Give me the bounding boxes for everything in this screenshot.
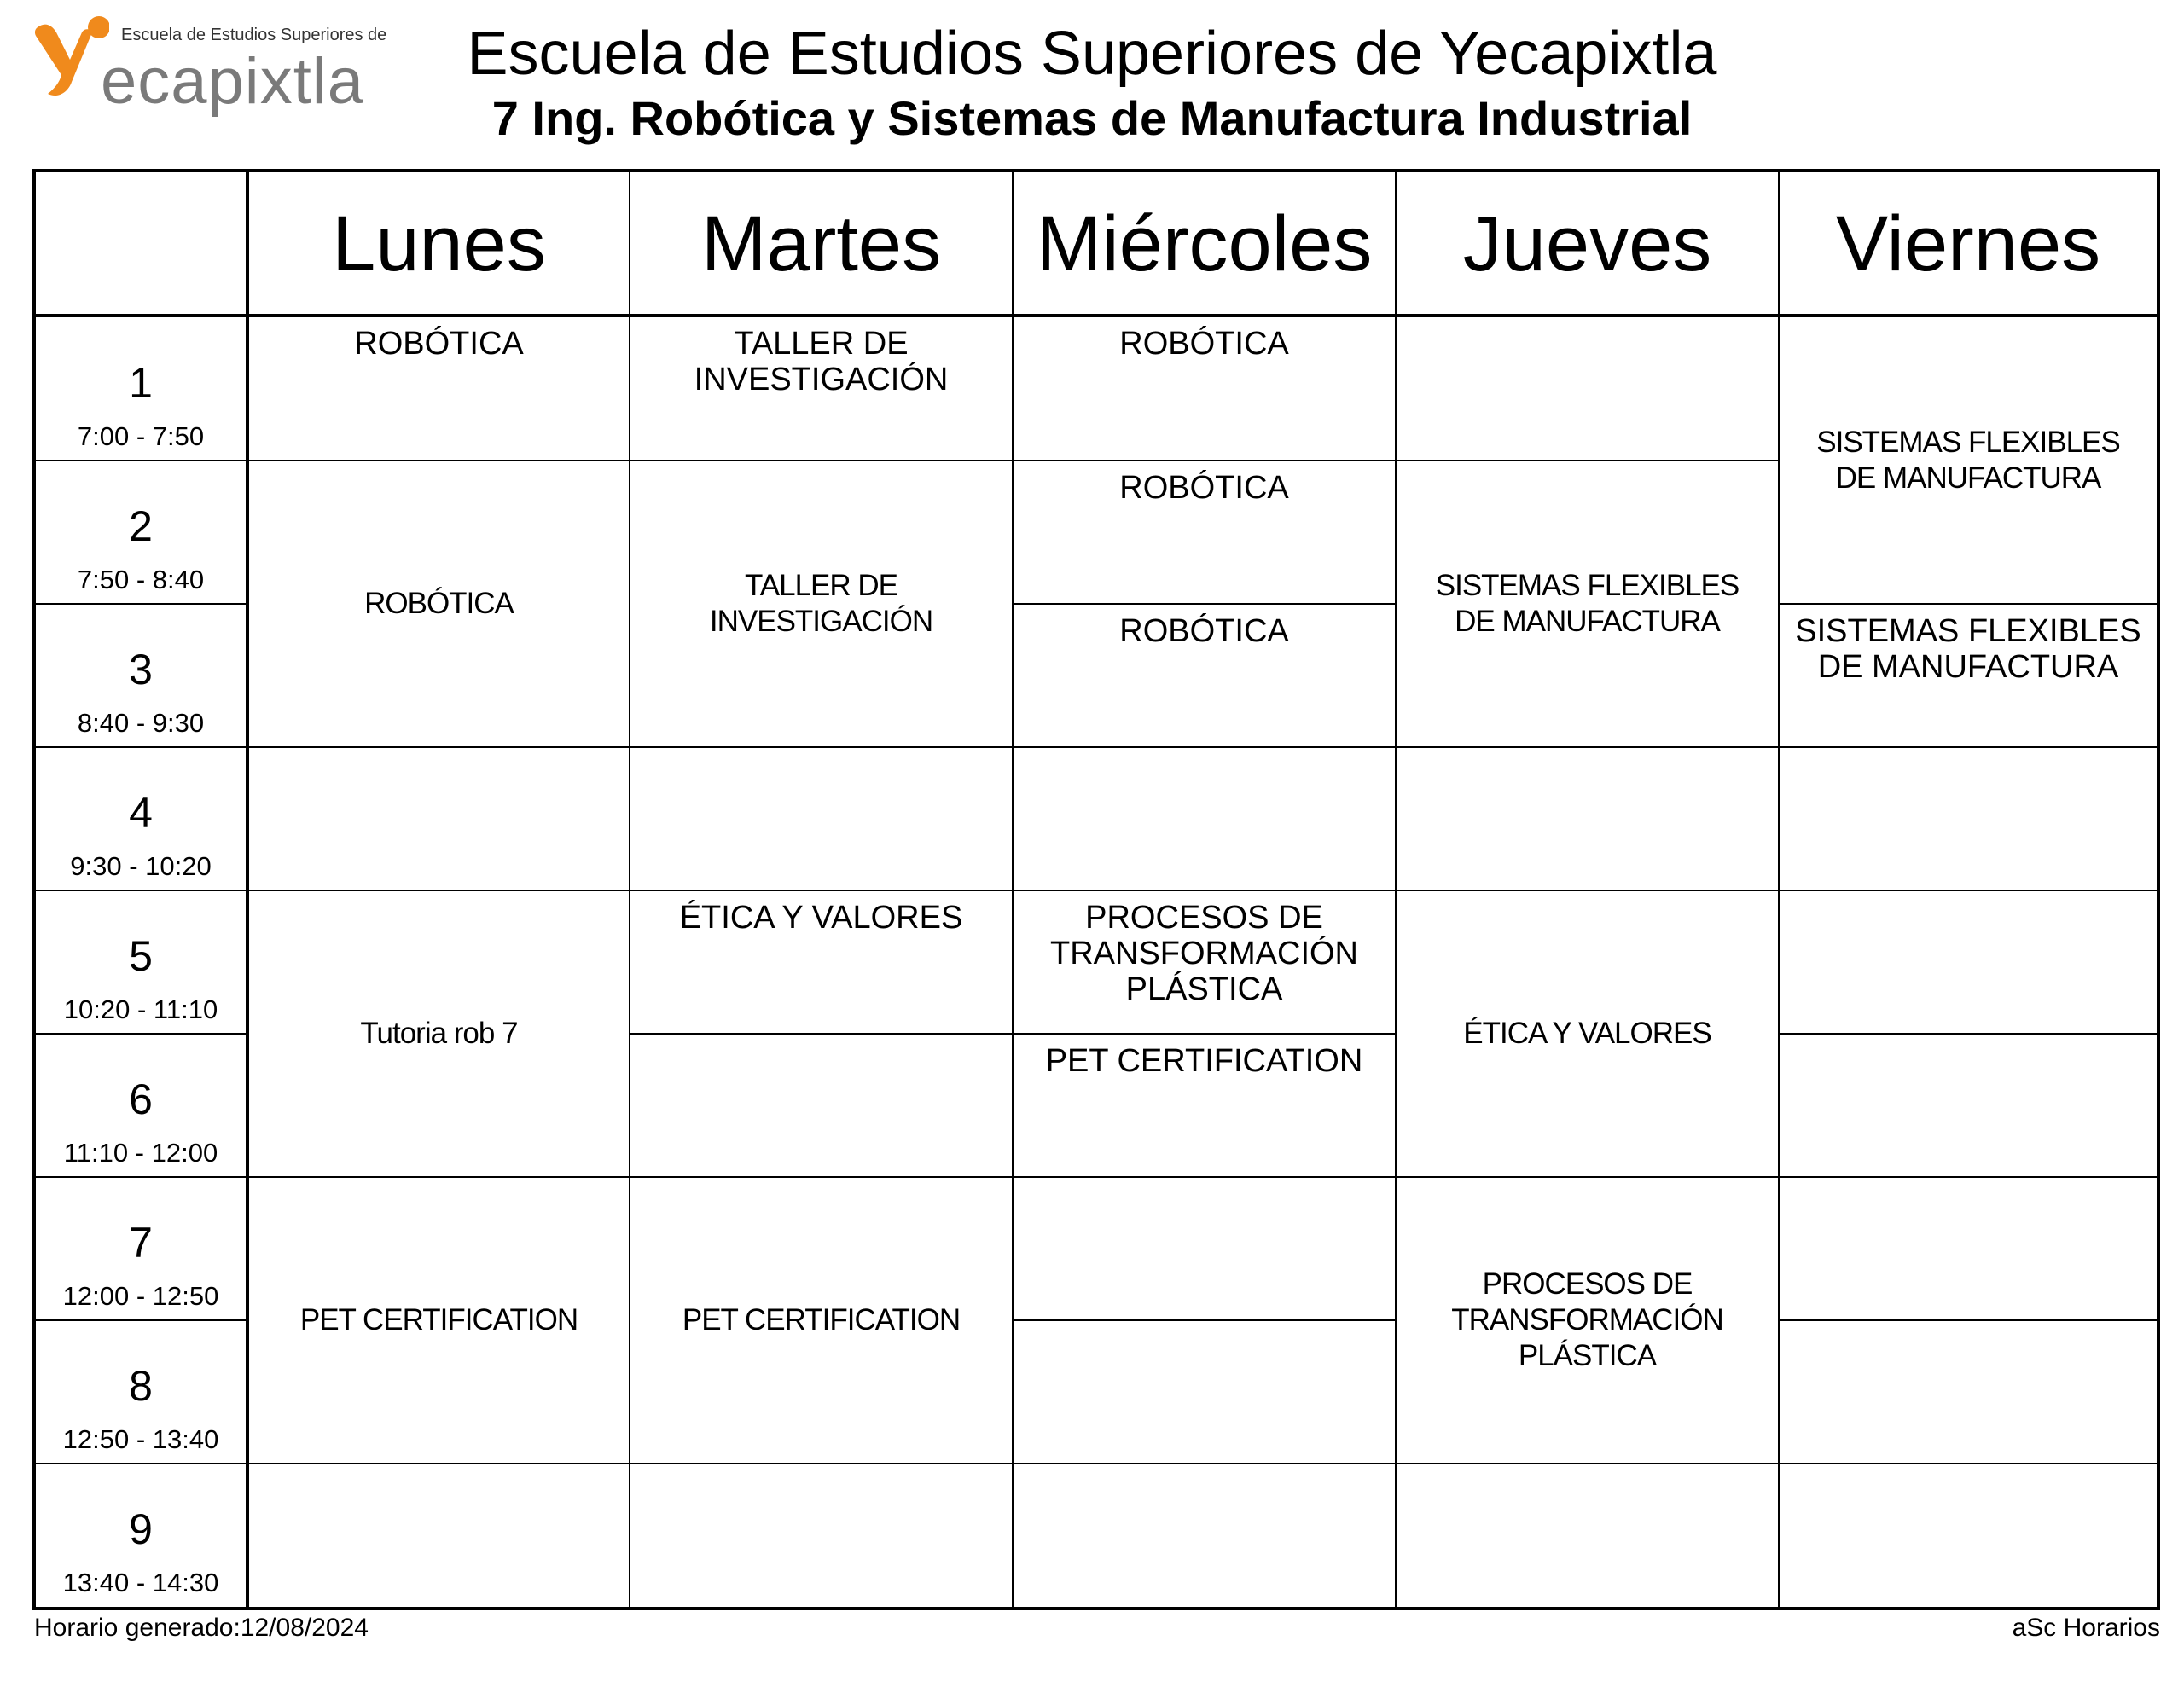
class-miercoles-2: ROBÓTICA — [1119, 470, 1289, 506]
period-8 — [36, 1320, 246, 1464]
period-time: 11:10 - 12:00 — [63, 1138, 218, 1168]
logo-y-mark-icon — [32, 15, 109, 101]
school-logo — [32, 15, 391, 118]
class-martes-1: TALLER DE INVESTIGACIÓN — [694, 326, 949, 397]
class-martes-7-8: PET CERTIFICATION — [682, 1303, 961, 1336]
period-number: 8 — [129, 1362, 153, 1410]
period-time: 7:00 - 7:50 — [77, 421, 205, 451]
period-number: 5 — [129, 932, 153, 980]
period-time: 9:30 - 10:20 — [70, 851, 212, 881]
generated-date: Horario generado:12/08/2024 — [34, 1614, 369, 1642]
period-9 — [36, 1464, 246, 1607]
class-martes-5: ÉTICA Y VALORES — [679, 900, 963, 936]
page-title: Escuela de Estudios Superiores de Yecapixtla — [467, 20, 1717, 88]
period-time: 13:40 - 14:30 — [62, 1568, 219, 1597]
period-7 — [36, 1177, 246, 1320]
class-miercoles-1: ROBÓTICA — [1119, 326, 1289, 362]
class-lunes-1: ROBÓTICA — [354, 326, 524, 362]
period-3 — [36, 604, 246, 747]
period-number: 2 — [129, 502, 153, 550]
page-subtitle: 7 Ing. Robótica y Sistemas de Manufactura Industrial — [491, 91, 1693, 145]
day-header-viernes: Viernes — [1835, 200, 2101, 287]
footer-brand: aSc Horarios — [2012, 1614, 2160, 1642]
period-4 — [36, 747, 246, 890]
period-number: 1 — [129, 359, 153, 407]
class-miercoles-5: PROCESOS DE TRANSFORMACIÓN PLÁSTICA — [1050, 900, 1358, 1007]
period-time: 12:50 - 13:40 — [62, 1424, 219, 1454]
period-time: 10:20 - 11:10 — [63, 994, 218, 1024]
period-6 — [36, 1034, 246, 1177]
class-jueves-2-3: SISTEMAS FLEXIBLES DE MANUFACTURA — [1435, 569, 1740, 638]
class-martes-2-3: TALLER DE INVESTIGACIÓN — [709, 569, 933, 638]
period-number: 7 — [129, 1219, 153, 1267]
period-time: 7:50 - 8:40 — [77, 565, 205, 594]
class-jueves-5-6: ÉTICA Y VALORES — [1463, 1017, 1711, 1050]
logo-big-text: ecapixtla — [101, 45, 364, 118]
day-header-martes: Martes — [700, 200, 942, 287]
period-number: 4 — [129, 789, 153, 837]
class-lunes-5-6: Tutoria rob 7 — [360, 1017, 518, 1050]
class-lunes-2-3: ROBÓTICA — [364, 587, 514, 620]
class-viernes-3: SISTEMAS FLEXIBLES DE MANUFACTURA — [1795, 613, 2141, 685]
period-1 — [36, 317, 246, 461]
period-time: 12:00 - 12:50 — [62, 1281, 219, 1311]
timetable-grid — [32, 169, 2160, 1610]
period-2 — [36, 461, 246, 604]
period-number: 6 — [129, 1075, 153, 1123]
period-time: 8:40 - 9:30 — [77, 708, 205, 738]
class-miercoles-6: PET CERTIFICATION — [1045, 1043, 1363, 1079]
class-jueves-7-8: PROCESOS DE TRANSFORMACIÓN PLÁSTICA — [1451, 1267, 1723, 1372]
class-lunes-7-8: PET CERTIFICATION — [299, 1303, 578, 1336]
period-number: 9 — [129, 1505, 153, 1553]
class-miercoles-3: ROBÓTICA — [1119, 613, 1289, 649]
day-header-jueves: Jueves — [1462, 200, 1712, 287]
period-5 — [36, 890, 246, 1034]
class-viernes-1-2: SISTEMAS FLEXIBLES DE MANUFACTURA — [1816, 425, 2120, 495]
logo-small-text: Escuela de Estudios Superiores de — [121, 26, 387, 44]
day-header-lunes: Lunes — [332, 200, 546, 287]
period-number: 3 — [129, 646, 153, 693]
day-header-miercoles: Miércoles — [1036, 200, 1373, 287]
